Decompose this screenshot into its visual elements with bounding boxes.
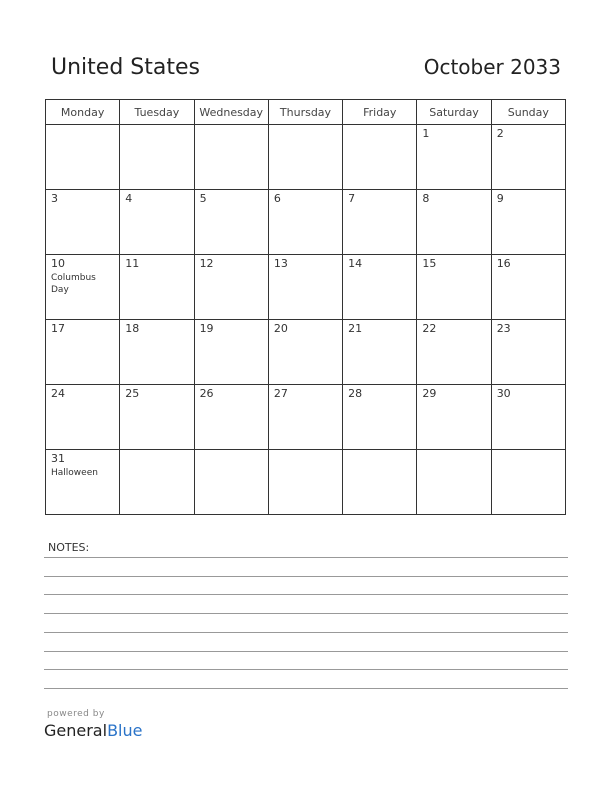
- calendar-day-cell[interactable]: [343, 320, 417, 385]
- day-number: 28: [348, 387, 363, 400]
- day-number: 21: [348, 322, 363, 335]
- calendar-day-cell[interactable]: [491, 255, 565, 320]
- holiday-label: Halloween: [51, 468, 98, 478]
- calendar-day-cell[interactable]: [343, 125, 417, 190]
- calendar-week-row: [46, 320, 566, 385]
- day-number: 5: [199, 192, 207, 205]
- calendar-day-cell[interactable]: [120, 255, 194, 320]
- day-number: 3: [51, 192, 58, 205]
- day-number: 19: [199, 322, 214, 335]
- calendar-day-cell[interactable]: [343, 190, 417, 255]
- calendar-day-cell[interactable]: [491, 450, 565, 515]
- day-number: 11: [125, 257, 140, 270]
- country-title: United States: [51, 55, 200, 80]
- day-number: 23: [496, 322, 511, 335]
- day-number: 6: [273, 192, 281, 205]
- calendar-week-row: [46, 385, 566, 450]
- day-number: 13: [273, 257, 288, 270]
- calendar-day-cell[interactable]: [268, 385, 342, 450]
- calendar-day-cell[interactable]: [46, 385, 120, 450]
- calendar-day-cell[interactable]: [46, 255, 120, 320]
- calendar-day-cell[interactable]: [268, 320, 342, 385]
- calendar-day-cell[interactable]: [268, 125, 342, 190]
- day-number: 16: [496, 257, 511, 270]
- note-line: [44, 632, 568, 633]
- calendar-day-cell[interactable]: [491, 190, 565, 255]
- day-number: 1: [422, 127, 430, 140]
- calendar-day-cell[interactable]: [194, 190, 268, 255]
- month-year-title: October 2033: [423, 55, 561, 79]
- calendar-day-cell[interactable]: [417, 255, 491, 320]
- day-number: 15: [422, 257, 437, 270]
- weekday-header: Wednesday: [194, 100, 268, 125]
- calendar-day-cell[interactable]: [343, 255, 417, 320]
- calendar-day-cell[interactable]: [343, 450, 417, 515]
- brand-blue: Blue: [107, 721, 143, 740]
- calendar-day-cell[interactable]: [194, 255, 268, 320]
- calendar-day-cell[interactable]: [194, 450, 268, 515]
- calendar-day-cell[interactable]: [120, 320, 194, 385]
- note-line: [44, 613, 568, 614]
- day-number: 26: [199, 387, 214, 400]
- day-number: 4: [125, 192, 133, 205]
- day-number: 20: [273, 322, 288, 335]
- note-line: [44, 688, 568, 689]
- weekday-header: Friday: [343, 100, 417, 125]
- calendar-day-cell[interactable]: [120, 450, 194, 515]
- calendar-day-cell[interactable]: [46, 320, 120, 385]
- calendar-day-cell[interactable]: [491, 125, 565, 190]
- powered-by-text: powered by: [47, 709, 105, 719]
- calendar-week-row: [46, 190, 566, 255]
- calendar-day-cell[interactable]: [268, 190, 342, 255]
- day-number: 22: [422, 322, 437, 335]
- day-number: 29: [422, 387, 437, 400]
- calendar-day-cell[interactable]: [268, 450, 342, 515]
- weekday-header: Monday: [46, 100, 120, 125]
- calendar-week-row: [46, 125, 566, 190]
- notes-label: NOTES:: [48, 541, 90, 554]
- calendar-day-cell[interactable]: [343, 385, 417, 450]
- day-number: 30: [496, 387, 511, 400]
- calendar-day-cell[interactable]: [417, 190, 491, 255]
- calendar-day-cell[interactable]: [194, 385, 268, 450]
- calendar-day-cell[interactable]: [120, 385, 194, 450]
- day-number: 10: [51, 257, 65, 270]
- calendar-day-cell[interactable]: [194, 125, 268, 190]
- calendar-day-cell[interactable]: [194, 320, 268, 385]
- weekday-header-row: [46, 100, 566, 125]
- note-line: [44, 594, 568, 595]
- holiday-label: Columbus Day: [51, 273, 96, 295]
- weekday-header: Thursday: [268, 100, 342, 125]
- day-number: 24: [51, 387, 65, 400]
- day-number: 25: [125, 387, 140, 400]
- weekday-header: Tuesday: [120, 100, 194, 125]
- note-line: [44, 557, 568, 558]
- day-number: 17: [51, 322, 65, 335]
- calendar-day-cell[interactable]: [417, 450, 491, 515]
- day-number: 8: [422, 192, 430, 205]
- weekday-header: Sunday: [491, 100, 565, 125]
- calendar-day-cell[interactable]: [417, 385, 491, 450]
- calendar-week-row: [46, 255, 566, 320]
- calendar-day-cell[interactable]: [417, 125, 491, 190]
- calendar-day-cell[interactable]: [491, 320, 565, 385]
- day-number: 7: [348, 192, 356, 205]
- calendar-grid: [45, 99, 566, 515]
- calendar-day-cell[interactable]: [268, 255, 342, 320]
- day-number: 12: [199, 257, 214, 270]
- day-number: 27: [273, 387, 288, 400]
- day-number: 9: [496, 192, 504, 205]
- calendar-day-cell[interactable]: [46, 450, 120, 515]
- calendar-day-cell[interactable]: [491, 385, 565, 450]
- day-number: 31: [51, 452, 65, 465]
- calendar-day-cell[interactable]: [417, 320, 491, 385]
- note-line: [44, 669, 568, 670]
- day-number: 2: [496, 127, 504, 140]
- note-line: [44, 576, 568, 577]
- brand-logo[interactable]: [44, 721, 142, 740]
- day-number: 18: [125, 322, 140, 335]
- calendar-day-cell[interactable]: [46, 125, 120, 190]
- day-number: 14: [348, 257, 363, 270]
- calendar-week-row: [46, 450, 566, 515]
- note-line: [44, 651, 568, 652]
- calendar-day-cell[interactable]: [46, 190, 120, 255]
- calendar-day-cell[interactable]: [120, 190, 194, 255]
- weekday-header: Saturday: [417, 100, 491, 125]
- calendar-day-cell[interactable]: [120, 125, 194, 190]
- brand-general: General: [44, 721, 108, 740]
